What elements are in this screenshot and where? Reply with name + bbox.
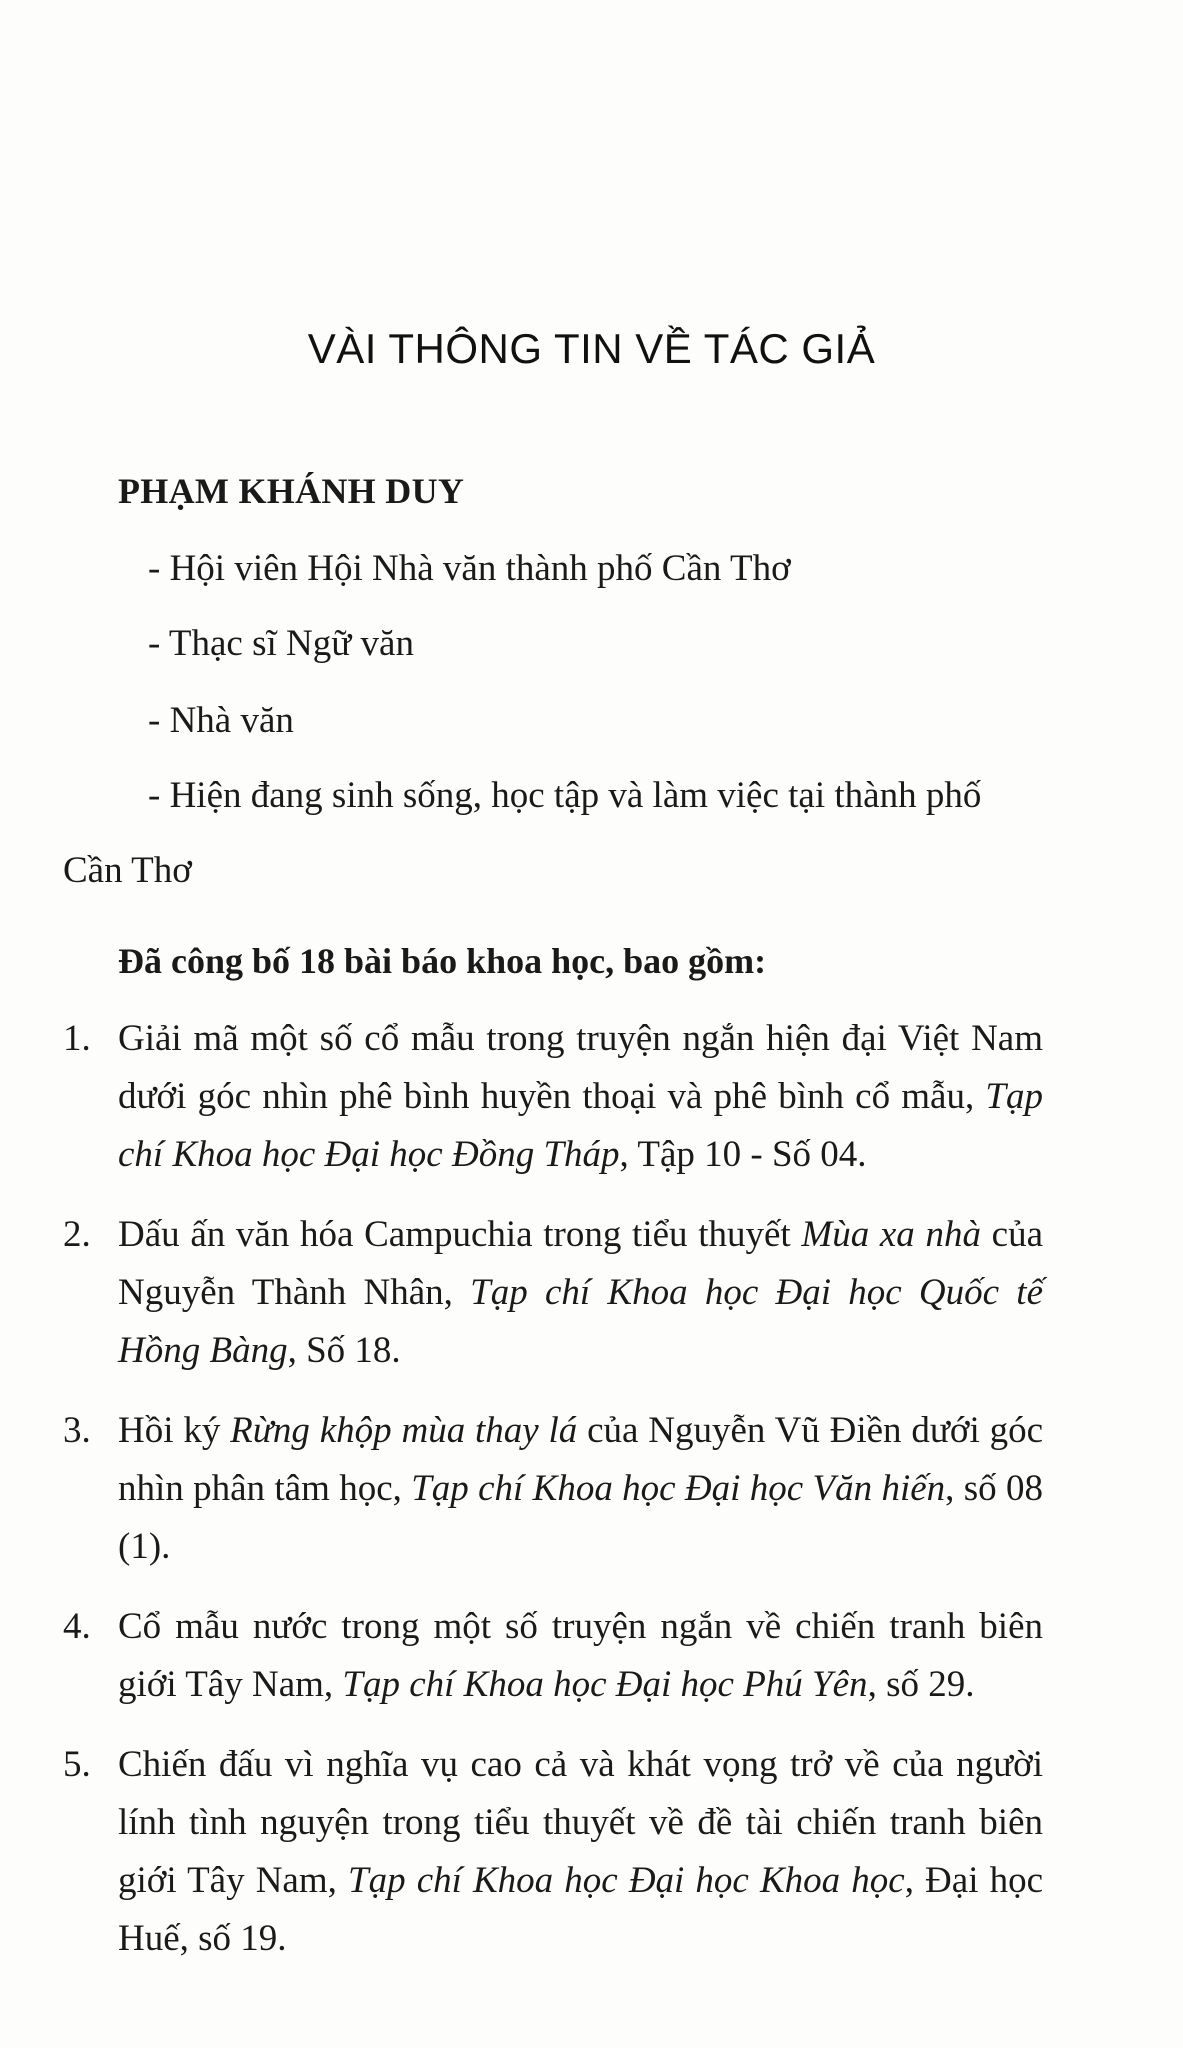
- publication-journal: Tạp chí Khoa học Đại học Đồng Tháp: [118, 1076, 1043, 1175]
- publication-text: của Nguyễn Vũ Điền dưới góc nhìn phân tâm học,: [118, 1410, 1043, 1509]
- publication-text: Chiến đấu vì nghĩa vụ cao cả và khát vọng trở về của người lính tình nguyện trong tiểu thuyết về đề tài chiến tranh biên giới Tây Nam,: [118, 1744, 1043, 1901]
- publication-list: [63, 1010, 1043, 1990]
- publication-text: của Nguyễn Thành Nhân,: [118, 1214, 1043, 1313]
- publication-journal: Tạp chí Khoa học Đại học Khoa học: [348, 1860, 905, 1901]
- publication-journal: Tạp chí Khoa học Đại học Văn hiến: [411, 1468, 946, 1509]
- publication-text: Cổ mẫu nước trong một số truyện ngắn về chiến tranh biên giới Tây Nam,: [118, 1606, 1043, 1705]
- info-item-profession: - Nhà văn: [148, 700, 294, 741]
- publication-journal: Tạp chí Khoa học Đại học Quốc tế Hồng Bàng: [118, 1272, 1044, 1371]
- publication-work-title: Mùa xa nhà: [801, 1214, 981, 1255]
- info-item-membership: - Hội viên Hội Nhà văn thành phố Cần Thơ: [148, 548, 791, 589]
- publication-issue: , Đại học Huế, số 19.: [118, 1860, 1044, 1959]
- info-item-residence: - Hiện đang sinh sống, học tập và làm việc tại thành phố Cần Thơ: [63, 775, 982, 891]
- publication-number: 2.: [63, 1214, 91, 1255]
- publication-number: 5.: [63, 1744, 91, 1785]
- publication-item: [63, 1598, 1043, 1714]
- publication-item: [63, 1010, 1043, 1184]
- author-name: PHẠM KHÁNH DUY: [118, 471, 465, 511]
- publication-text: Dấu ấn văn hóa Campuchia trong tiểu thuyết: [118, 1214, 802, 1255]
- publication-issue: , Tập 10 - Số 04.: [619, 1134, 867, 1175]
- publication-item: [63, 1402, 1043, 1576]
- publication-item: [63, 1206, 1043, 1380]
- publication-number: 1.: [63, 1018, 91, 1059]
- publication-issue: , số 08 (1).: [118, 1468, 1043, 1567]
- publication-number: 3.: [63, 1410, 91, 1451]
- publication-item: [63, 1736, 1043, 1968]
- section-heading: VÀI THÔNG TIN VỀ TÁC GIẢ: [307, 325, 876, 372]
- publications-intro: Đã công bố 18 bài báo khoa học, bao gồm:: [118, 941, 767, 981]
- publication-text: Hồi ký: [118, 1410, 231, 1451]
- publication-issue: , Số 18.: [287, 1330, 401, 1371]
- publication-number: 4.: [63, 1606, 91, 1647]
- publication-journal: Tạp chí Khoa học Đại học Phú Yên: [342, 1664, 868, 1705]
- publication-text: Giải mã một số cổ mẫu trong truyện ngắn hiện đại Việt Nam dưới góc nhìn phê bình huyền thoại và phê bình cổ mẫu,: [118, 1018, 1043, 1117]
- info-item-degree: - Thạc sĩ Ngữ văn: [148, 623, 414, 664]
- publication-work-title: Rừng khộp mùa thay lá: [230, 1410, 578, 1451]
- publication-issue: , số 29.: [867, 1664, 975, 1705]
